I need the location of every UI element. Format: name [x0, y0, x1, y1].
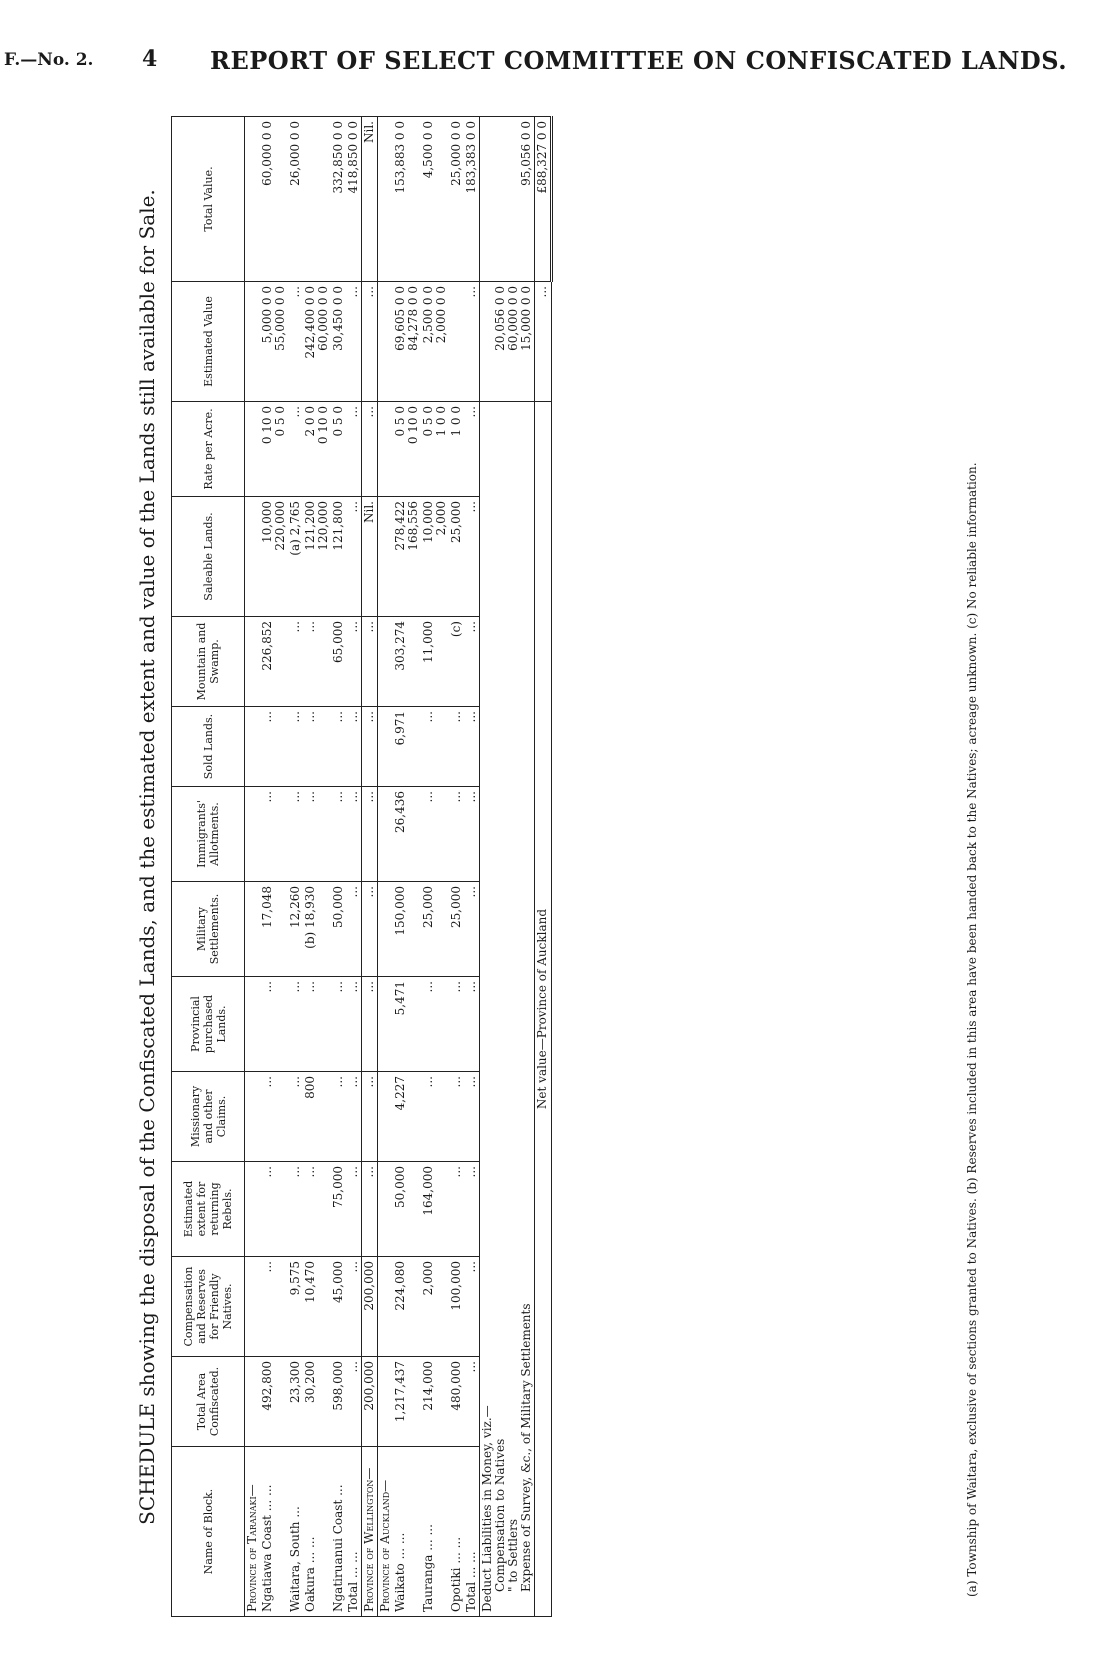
value-cell: ...: [288, 1072, 303, 1162]
value-cell: ...: [288, 707, 303, 787]
value-cell: ...: [464, 1257, 480, 1357]
value-cell: ...: [362, 617, 378, 707]
value-cell: 2,000: [421, 1257, 449, 1357]
value-cell: ...: [288, 787, 303, 882]
value-cell: [378, 977, 394, 1072]
value-cell: ...: [464, 282, 480, 402]
value-cell: 10,000 2,000: [421, 497, 449, 617]
column-header: Total Value.: [172, 117, 245, 282]
value-cell: 418,850 0 0: [346, 117, 362, 282]
value-cell: [378, 117, 394, 282]
value-cell: ...: [421, 707, 449, 787]
table-row: [245, 117, 261, 1617]
value-cell: [245, 1257, 261, 1357]
value-cell: ...: [362, 977, 378, 1072]
column-header: Sold Lands.: [172, 707, 245, 787]
column-header: Military Settlements.: [172, 882, 245, 977]
value-cell: 303,274: [393, 617, 421, 707]
column-header: Estimated Value: [172, 282, 245, 402]
value-cell: [378, 282, 394, 402]
value-cell: [245, 1072, 261, 1162]
column-header: Compensation and Reserves for Friendly Natives.: [172, 1257, 245, 1357]
value-cell: 4,500 0 0: [421, 117, 449, 282]
value-cell: ...: [346, 497, 362, 617]
value-cell: ...: [362, 402, 378, 497]
schedule-container: [135, 97, 995, 1617]
value-cell: ...: [464, 402, 480, 497]
value-cell: ...: [288, 282, 303, 402]
block-name-cell: Province of Wellington—: [362, 1447, 378, 1617]
deduct-values-cell: [480, 282, 535, 402]
table-row: [346, 117, 362, 1617]
value-cell: 1 0 0: [449, 402, 464, 497]
table-row: [288, 117, 303, 1617]
table-row: [260, 117, 288, 1617]
value-cell: ...: [346, 1072, 362, 1162]
value-cell: [245, 882, 261, 977]
value-cell: [245, 402, 261, 497]
value-cell: 5,000 0 0 55,000 0 0: [260, 282, 288, 402]
value-cell: ...: [362, 1162, 378, 1257]
value-cell: 183,383 0 0: [464, 117, 480, 282]
block-name-cell: Waikato ... ...: [393, 1447, 421, 1617]
deduct-subtotal: 95,056 0 0: [480, 117, 535, 282]
value-cell: ...: [346, 282, 362, 402]
value-cell: 25,000 0 0: [449, 117, 464, 282]
value-cell: 214,000: [421, 1357, 449, 1447]
value-cell: 2,500 0 0 2,000 0 0: [421, 282, 449, 402]
value-cell: ...: [464, 1357, 480, 1447]
value-cell: ...: [303, 787, 331, 882]
value-cell: 25,000: [421, 882, 449, 977]
value-cell: ...: [303, 707, 331, 787]
value-cell: 598,000: [331, 1357, 346, 1447]
deduct-label: Deduct Liabilities in Money, viz.—: [480, 1405, 494, 1612]
value-cell: 226,852: [260, 617, 288, 707]
value-cell: Nil.: [362, 497, 378, 617]
value-cell: ...: [421, 1072, 449, 1162]
deduct-value: 20,056 0 0: [493, 286, 507, 351]
value-cell: [245, 117, 261, 282]
value-cell: 332,850 0 0: [331, 117, 346, 282]
value-cell: ...: [449, 787, 464, 882]
value-cell: [303, 117, 331, 282]
table-row: [464, 117, 480, 1617]
value-cell: ...: [288, 1162, 303, 1257]
value-cell: ...: [449, 1072, 464, 1162]
value-cell: ...: [464, 617, 480, 707]
value-cell: ...: [331, 977, 346, 1072]
value-cell: 45,000: [331, 1257, 346, 1357]
block-name-cell: Oakura ... ...: [303, 1447, 331, 1617]
value-cell: ...: [362, 282, 378, 402]
value-cell: 492,800: [260, 1357, 288, 1447]
value-cell: ...: [449, 1162, 464, 1257]
value-cell: [378, 617, 394, 707]
value-cell: 10,000 220,000: [260, 497, 288, 617]
value-cell: ...: [464, 787, 480, 882]
value-cell: 25,000: [449, 497, 464, 617]
table-row: [362, 117, 378, 1617]
table-row: [449, 117, 464, 1617]
value-cell: ...: [464, 882, 480, 977]
net-value-total: £88,327 0 0: [535, 117, 552, 282]
value-cell: [378, 1257, 394, 1357]
column-header: Rate per Acre.: [172, 402, 245, 497]
value-cell: (c): [449, 617, 464, 707]
value-cell: 100,000: [449, 1257, 464, 1357]
value-cell: ...: [260, 977, 288, 1072]
block-name-cell: Total ... ...: [464, 1447, 480, 1617]
block-name-cell: Province of Auckland—: [378, 1447, 394, 1617]
value-cell: [378, 402, 394, 497]
value-cell: ...: [449, 707, 464, 787]
value-cell: ...: [464, 977, 480, 1072]
block-name-cell: Opotiki ... ...: [449, 1447, 464, 1617]
column-header: Saleable Lands.: [172, 497, 245, 617]
value-cell: 11,000: [421, 617, 449, 707]
value-cell: [378, 497, 394, 617]
value-cell: (b) 18,930: [303, 882, 331, 977]
value-cell: ...: [421, 787, 449, 882]
value-cell: 26,000 0 0: [288, 117, 303, 282]
value-cell: ...: [449, 977, 464, 1072]
value-cell: ...: [464, 1162, 480, 1257]
deduct-item: " to Settlers: [506, 1519, 520, 1592]
table-header-row: [172, 117, 245, 1617]
table-row: [421, 117, 449, 1617]
value-cell: [245, 497, 261, 617]
block-name-cell: Ngatiruanui Coast ...: [331, 1447, 346, 1617]
schedule-title: SCHEDULE showing the disposal of the Confiscated Lands, and the estimated extent and value of the Lands still available for Sale.: [135, 189, 159, 1525]
schedule-table: [171, 116, 553, 1617]
deduct-liabilities-row: [480, 117, 535, 1617]
value-cell: 164,000: [421, 1162, 449, 1257]
value-cell: ...: [346, 707, 362, 787]
deduct-value: 15,000 0 0: [519, 286, 533, 351]
value-cell: 800: [303, 1072, 331, 1162]
value-cell: 30,200: [303, 1357, 331, 1447]
column-header: Immigrants' Allotments.: [172, 787, 245, 882]
value-cell: 25,000: [449, 882, 464, 977]
footnote: (a) Township of Waitara, exclusive of sections granted to Natives. (b) Reserves included in this area have been handed back to the Natives; acreage unknown. (c) No reliable information.: [965, 462, 979, 1597]
value-cell: ...: [346, 882, 362, 977]
value-cell: 0 5 0: [331, 402, 346, 497]
block-name-cell: Province of Taranaki—: [245, 1447, 261, 1617]
value-cell: 0 5 0 0 10 0: [393, 402, 421, 497]
value-cell: 2 0 0 0 10 0: [303, 402, 331, 497]
block-name-cell: Tauranga ... ...: [421, 1447, 449, 1617]
page-number: 4: [142, 46, 158, 72]
value-cell: ...: [331, 1072, 346, 1162]
value-cell: 224,080: [393, 1257, 421, 1357]
net-value-label: Net value—Province of Auckland: [535, 402, 552, 1617]
value-cell: 150,000: [393, 882, 421, 977]
value-cell: ...: [260, 1162, 288, 1257]
value-cell: [449, 282, 464, 402]
value-cell: ...: [288, 402, 303, 497]
value-cell: 26,436: [393, 787, 421, 882]
value-cell: 121,800: [331, 497, 346, 617]
value-cell: [378, 1072, 394, 1162]
value-cell: 6,971: [393, 707, 421, 787]
value-cell: ...: [260, 707, 288, 787]
value-cell: ...: [346, 1257, 362, 1357]
value-cell: ...: [260, 1257, 288, 1357]
value-cell: [245, 1162, 261, 1257]
value-cell: 0 10 0 0 5 0: [260, 402, 288, 497]
value-cell: Nil.: [362, 117, 378, 282]
value-cell: [245, 282, 261, 402]
value-cell: 69,605 0 0 84,278 0 0: [393, 282, 421, 402]
value-cell: 12,260: [288, 882, 303, 977]
value-cell: ...: [303, 977, 331, 1072]
value-cell: 30,450 0 0: [331, 282, 346, 402]
value-cell: 121,200 120,000: [303, 497, 331, 617]
value-cell: 5,471: [393, 977, 421, 1072]
table-row: [331, 117, 346, 1617]
value-cell: 153,883 0 0: [393, 117, 421, 282]
column-header: Missionary and other Claims.: [172, 1072, 245, 1162]
value-cell: [245, 977, 261, 1072]
value-cell: 200,000: [362, 1357, 378, 1447]
deduct-label-cell: [480, 402, 535, 1617]
value-cell: ...: [362, 707, 378, 787]
value-cell: 278,422 168,556: [393, 497, 421, 617]
value-cell: [378, 882, 394, 977]
value-cell: 9,575: [288, 1257, 303, 1357]
deduct-item: Compensation to Natives: [493, 1438, 507, 1592]
value-cell: ...: [362, 787, 378, 882]
value-cell: ...: [421, 977, 449, 1072]
value-cell: ...: [303, 617, 331, 707]
page-title: REPORT OF SELECT COMMITTEE ON CONFISCATED LANDS.: [210, 46, 1068, 75]
value-cell: ...: [346, 617, 362, 707]
document-reference: F.—No. 2.: [4, 50, 94, 70]
value-cell: ...: [362, 1072, 378, 1162]
value-cell: 17,048: [260, 882, 288, 977]
deduct-item: Expense of Survey, &c., of Military Settlements: [519, 1303, 533, 1592]
value-cell: [245, 1357, 261, 1447]
value-cell: ...: [346, 402, 362, 497]
value-cell: 4,227: [393, 1072, 421, 1162]
value-cell: [378, 1162, 394, 1257]
value-cell: 50,000: [393, 1162, 421, 1257]
value-cell: [245, 707, 261, 787]
block-name-cell: Ngatiawa Coast ... ...: [260, 1447, 288, 1617]
table-row: [303, 117, 331, 1617]
value-cell: ...: [288, 617, 303, 707]
value-cell: ...: [260, 787, 288, 882]
block-name-cell: Total ... ...: [346, 1447, 362, 1617]
value-cell: 480,000: [449, 1357, 464, 1447]
block-name-cell: Waitara, South ...: [288, 1447, 303, 1617]
value-cell: [245, 617, 261, 707]
value-cell: 242,400 0 0 60,000 0 0: [303, 282, 331, 402]
value-cell: 10,470: [303, 1257, 331, 1357]
net-value-estimated: ...: [535, 282, 552, 402]
value-cell: ...: [346, 1357, 362, 1447]
value-cell: ...: [346, 977, 362, 1072]
value-cell: ...: [288, 977, 303, 1072]
value-cell: ...: [303, 1162, 331, 1257]
value-cell: 75,000: [331, 1162, 346, 1257]
column-header: Mountain and Swamp.: [172, 617, 245, 707]
column-header: Estimated extent for returning Rebels.: [172, 1162, 245, 1257]
table-row: [378, 117, 394, 1617]
value-cell: ...: [331, 707, 346, 787]
value-cell: ...: [464, 497, 480, 617]
value-cell: ...: [346, 787, 362, 882]
net-value-row: [535, 117, 552, 1617]
value-cell: ...: [331, 787, 346, 882]
value-cell: ...: [362, 882, 378, 977]
column-header: Name of Block.: [172, 1447, 245, 1617]
value-cell: ...: [346, 1162, 362, 1257]
value-cell: 1,217,437: [393, 1357, 421, 1447]
column-header: Provincial purchased Lands.: [172, 977, 245, 1072]
value-cell: (a) 2,765: [288, 497, 303, 617]
value-cell: ...: [260, 1072, 288, 1162]
value-cell: 65,000: [331, 617, 346, 707]
column-header: Total Area Confiscated.: [172, 1357, 245, 1447]
table-body: [245, 117, 552, 1617]
value-cell: 0 5 0 1 0 0: [421, 402, 449, 497]
value-cell: 60,000 0 0: [260, 117, 288, 282]
value-cell: [245, 787, 261, 882]
value-cell: ...: [464, 707, 480, 787]
value-cell: 50,000: [331, 882, 346, 977]
table-row: [393, 117, 421, 1617]
value-cell: 23,300: [288, 1357, 303, 1447]
value-cell: ...: [464, 1072, 480, 1162]
value-cell: [378, 1357, 394, 1447]
value-cell: 200,000: [362, 1257, 378, 1357]
value-cell: [378, 787, 394, 882]
value-cell: [378, 707, 394, 787]
deduct-value: 60,000 0 0: [506, 286, 520, 351]
